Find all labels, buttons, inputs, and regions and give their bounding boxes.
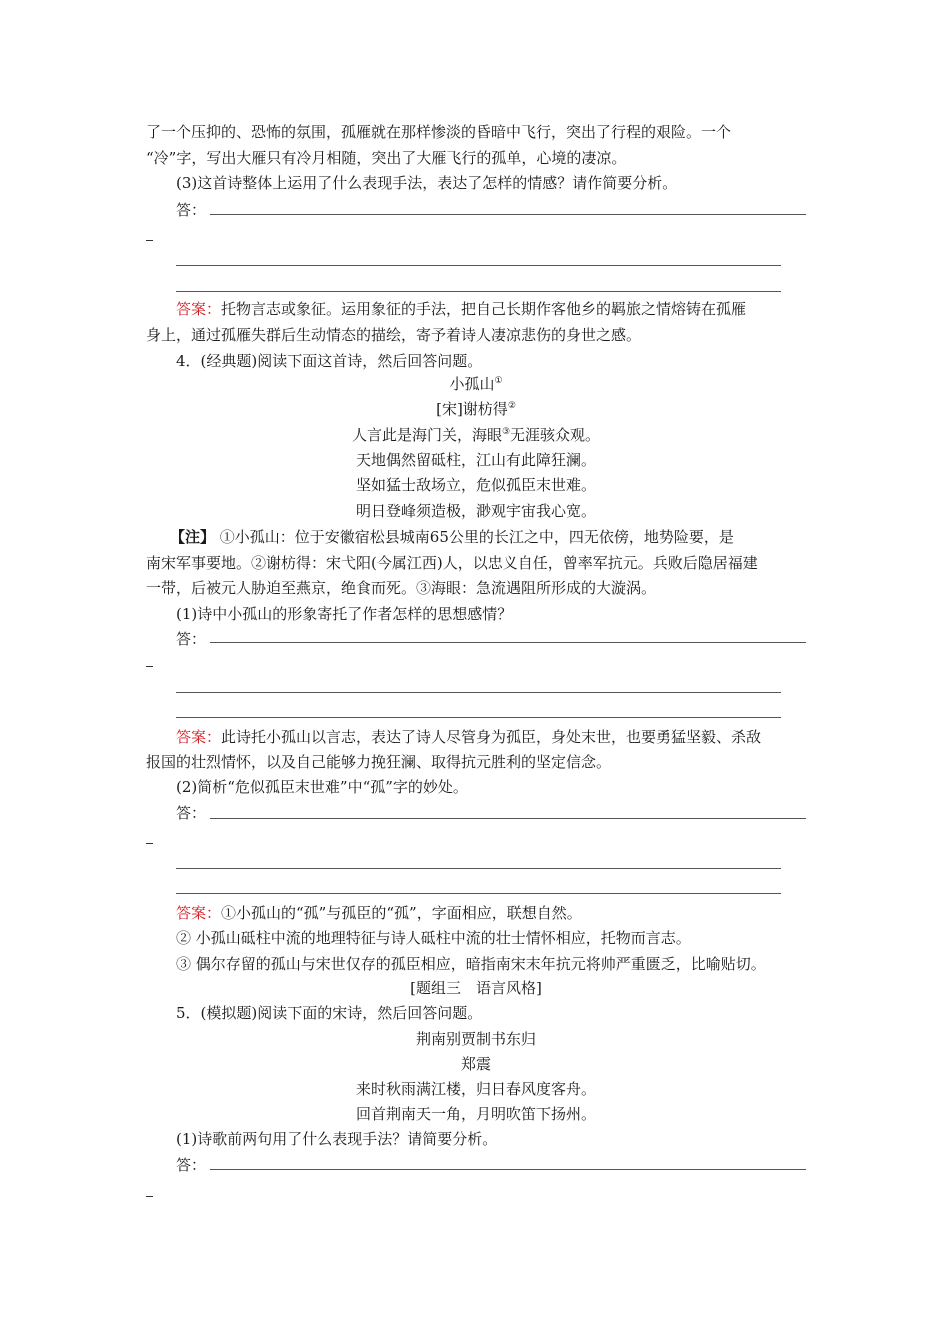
- poem-line: 坚如猛士敌场立，危似孤臣末世难。: [355, 476, 596, 494]
- answer-4-2-line1: 答案：①小孤山的“孤”与孤臣的“孤”，字面相应，联想自然。: [176, 904, 582, 922]
- question-4: 4．(经典题)阅读下面这首诗，然后回答问题。: [176, 352, 483, 370]
- note-line3: 一带，后被元人胁迫至燕京，绝食而死。③海眼：急流遇阻所形成的大漩涡。: [146, 579, 657, 597]
- answer-line: [176, 692, 781, 693]
- poem-line: 来时秋雨满江楼，归日春风度客舟。: [355, 1080, 596, 1098]
- answer-prompt: 答：: [176, 201, 207, 219]
- answer-4-1-line2: 报国的壮烈情怀，以及自己能够力挽狂澜、取得抗元胜利的坚定信念。: [146, 753, 612, 771]
- answer-line: [176, 291, 781, 292]
- answer-label: 答案：: [176, 728, 222, 746]
- poem-title: 小孤山①: [449, 375, 503, 393]
- answer-line: [210, 214, 806, 215]
- answer-line: [176, 717, 781, 718]
- answer-4-2-line3: ③ 偶尔存留的孤山与宋世仅存的孤臣相应，暗指南宋末年抗元将帅严重匮乏，比喻贴切。: [176, 955, 766, 973]
- answer-dash: [146, 1196, 153, 1197]
- note-line1: 【注】 ①小孤山：位于安徽宿松县城南65公里的长江之中，四无依傍，地势险要，是: [170, 528, 734, 546]
- poem-author: 郑震: [460, 1055, 491, 1073]
- poem-line: 明日登峰须造极，渺观宇宙我心宽。: [355, 502, 596, 520]
- answer-prompt: 答：: [176, 630, 207, 648]
- question-4-2: (2)简析“危似孤臣末世难”中“孤”字的妙处。: [176, 778, 468, 796]
- poem-line: 天地偶然留砥柱，江山有此障狂澜。: [355, 451, 596, 469]
- answer-line: [210, 1169, 806, 1170]
- poem-line: 回首荆南天一角，月明吹笛下扬州。: [355, 1105, 596, 1123]
- poem-author: [宋]谢枋得②: [436, 400, 516, 418]
- answer-dash: [146, 240, 153, 241]
- answer-label: 答案：: [176, 904, 222, 922]
- group-heading: [题组三 语言风格]: [410, 979, 542, 997]
- answer-line: [176, 893, 781, 894]
- answer-dash: [146, 843, 153, 844]
- answer-4-2-line2: ② 小孤山砥柱中流的地理特征与诗人砥柱中流的壮士情怀相应，托物而言志。: [176, 929, 691, 947]
- answer-dash: [146, 666, 153, 667]
- question-3: (3)这首诗整体上运用了什么表现手法，表达了怎样的情感？请作简要分析。: [176, 174, 678, 192]
- answer-line: [176, 868, 781, 869]
- text-line: “冷”字，写出大雁只有冷月相随，突出了大雁飞行的孤单，心境的凄凉。: [146, 149, 627, 167]
- answer-line: [210, 818, 806, 819]
- question-4-1: (1)诗中小孤山的形象寄托了作者怎样的思想感情？: [176, 605, 513, 623]
- answer-prompt: 答：: [176, 1156, 207, 1174]
- answer-3-line2: 身上，通过孤雁失群后生动情态的描绘，寄予着诗人凄凉悲伤的身世之感。: [146, 326, 642, 344]
- answer-4-1-line1: 答案：此诗托小孤山以言志，表达了诗人尽管身为孤臣，身处末世，也要勇猛坚毅、杀敌: [176, 728, 762, 746]
- note-line2: 南宋军事要地。②谢枋得：宋弋阳(今属江西)人，以忠义自任，曾率军抗元。兵败后隐居福建: [146, 554, 758, 572]
- answer-3-line1: 答案：托物言志或象征。运用象征的手法，把自己长期作客他乡的羁旅之情熔铸在孤雁: [176, 300, 747, 318]
- answer-label: 答案：: [176, 300, 222, 318]
- answer-line: [176, 265, 781, 266]
- note-label: 【注】: [170, 528, 216, 546]
- poem-line: 人言此是海门关，海眼③无涯骇众观。: [351, 426, 601, 444]
- poem-title: 荆南别贾制书东归: [415, 1030, 536, 1048]
- question-5: 5．(模拟题)阅读下面的宋诗，然后回答问题。: [176, 1004, 483, 1022]
- question-5-1: (1)诗歌前两句用了什么表现手法？请简要分析。: [176, 1130, 498, 1148]
- text-line: 了一个压抑的、恐怖的氛围，孤雁就在那样惨淡的昏暗中飞行，突出了行程的艰险。一个: [146, 123, 732, 141]
- answer-prompt: 答：: [176, 804, 207, 822]
- answer-line: [210, 642, 806, 643]
